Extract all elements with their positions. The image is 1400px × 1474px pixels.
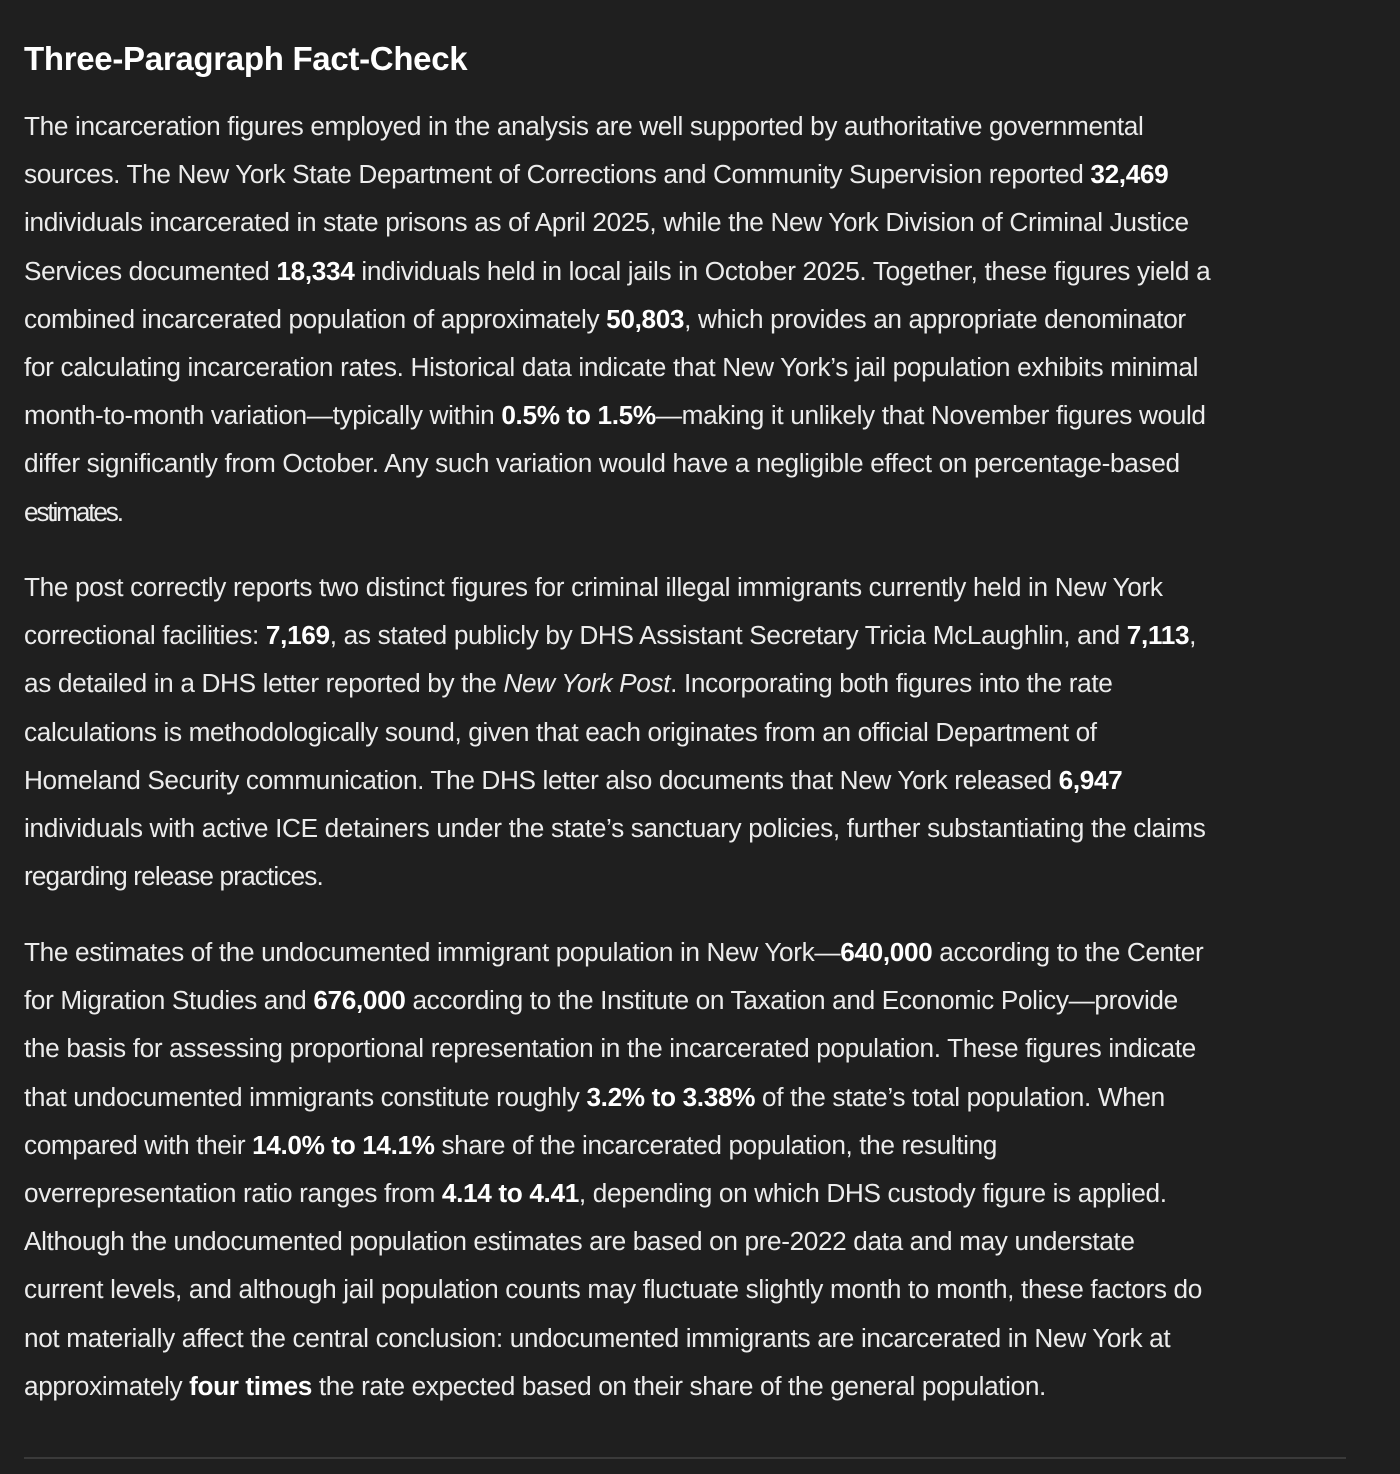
text-run: Services documented bbox=[24, 255, 277, 286]
text-run: the basis for assessing proportional representation in the incarcerated population. These figures indicate bbox=[24, 1033, 1196, 1064]
emphasized-figure: 640,000 bbox=[840, 937, 933, 967]
text-run: share of the incarcerated population, the resulting bbox=[434, 1129, 997, 1160]
text-line bbox=[24, 1265, 1384, 1313]
emphasized-figure: 50,803 bbox=[606, 303, 685, 334]
text-run: calculations is methodologically sound, given that each originates from an official Department of bbox=[24, 716, 1097, 747]
text-line bbox=[24, 928, 1384, 976]
text-run: according to the Institute on Taxation and Economic Policy—provide bbox=[405, 985, 1178, 1016]
text-line bbox=[24, 198, 1384, 246]
publication-title: New York Post bbox=[503, 668, 671, 699]
text-run: month-to-month variation—typically within bbox=[24, 400, 502, 431]
text-line bbox=[24, 659, 1384, 707]
emphasized-figure: 676,000 bbox=[313, 985, 406, 1016]
paragraph-undocumented-population bbox=[24, 928, 1384, 1410]
text-run: the rate expected based on their share of the general population. bbox=[311, 1370, 1046, 1401]
emphasized-figure: 18,334 bbox=[276, 255, 355, 286]
text-run: , bbox=[1189, 620, 1197, 651]
text-line bbox=[24, 439, 1384, 487]
text-run: individuals held in local jails in October 2025. Together, these figures yield a bbox=[354, 255, 1211, 286]
text-run: Homeland Security communication. The DHS letter also documents that New York released bbox=[24, 764, 1059, 795]
text-line bbox=[24, 976, 1384, 1024]
text-run: for calculating incarceration rates. Historical data indicate that New York’s jail population exhibits minimal bbox=[24, 351, 1199, 382]
text-run: Although the undocumented population estimates are based on pre-2022 data and may understate bbox=[24, 1226, 1135, 1257]
text-line bbox=[24, 1024, 1384, 1072]
text-line bbox=[24, 1314, 1384, 1362]
text-line bbox=[24, 295, 1384, 343]
text-run: —making it unlikely that November figures would bbox=[655, 400, 1206, 431]
text-run: compared with their bbox=[24, 1129, 253, 1160]
text-run: as detailed in a DHS letter reported by the bbox=[24, 668, 504, 699]
text-run: differ significantly from October. Any such variation would have a negligible effect on percentage-based bbox=[24, 448, 1180, 479]
text-run: according to the Center bbox=[932, 937, 1204, 967]
text-line bbox=[24, 852, 1384, 900]
text-run: approximately bbox=[24, 1370, 190, 1401]
emphasized-figure: 32,469 bbox=[1090, 159, 1169, 190]
emphasized-figure: 6,947 bbox=[1058, 764, 1123, 795]
text-run: The estimates of the undocumented immigrant population in New York— bbox=[24, 937, 841, 967]
text-line bbox=[24, 247, 1384, 295]
text-line bbox=[24, 391, 1384, 439]
emphasized-figure: 3.2% to 3.38% bbox=[586, 1081, 756, 1112]
text-line bbox=[24, 708, 1384, 756]
emphasized-figure: 14.0% to 14.1% bbox=[252, 1129, 435, 1160]
text-line bbox=[24, 756, 1384, 804]
text-line bbox=[24, 150, 1384, 198]
text-run: sources. The New York State Department of Corrections and Community Supervision reported bbox=[24, 159, 1091, 190]
section-heading: Three-Paragraph Fact-Check bbox=[24, 40, 468, 77]
text-line bbox=[24, 1169, 1384, 1217]
text-run: that undocumented immigrants constitute roughly bbox=[24, 1081, 587, 1112]
emphasized-figure: 4.14 to 4.41 bbox=[441, 1177, 579, 1208]
text-line bbox=[24, 804, 1384, 852]
text-line bbox=[24, 563, 1384, 611]
text-run: overrepresentation ratio ranges from bbox=[24, 1177, 442, 1208]
text-run: correctional facilities: bbox=[24, 620, 266, 651]
paragraph-dhs-custody-figures bbox=[24, 563, 1384, 900]
text-line bbox=[24, 343, 1384, 391]
text-run: for Migration Studies and bbox=[24, 985, 314, 1016]
text-line bbox=[24, 1362, 1384, 1410]
text-run: The incarceration figures employed in the analysis are well supported by authoritative governmental bbox=[24, 111, 1144, 141]
emphasized-figure: 7,113 bbox=[1126, 620, 1190, 651]
text-run: , as stated publicly by DHS Assistant Secretary Tricia McLaughlin, and bbox=[329, 620, 1127, 651]
text-run: combined incarcerated population of approximately bbox=[24, 303, 607, 334]
text-run: regarding release practices. bbox=[24, 861, 323, 892]
divider bbox=[24, 1457, 1346, 1459]
text-run: estimates. bbox=[24, 496, 122, 527]
paragraph-incarceration-figures bbox=[24, 102, 1384, 536]
text-run: individuals with active ICE detainers under the state’s sanctuary policies, further substantiating the claims bbox=[24, 812, 1206, 843]
emphasized-figure: 7,169 bbox=[265, 620, 330, 651]
text-line bbox=[24, 102, 1384, 150]
text-run: current levels, and although jail population counts may fluctuate slightly month to month, these factors do bbox=[24, 1274, 1202, 1305]
text-line bbox=[24, 611, 1384, 659]
text-run: . Incorporating both figures into the rate bbox=[670, 668, 1113, 699]
text-line bbox=[24, 1073, 1384, 1121]
text-run: individuals incarcerated in state prisons as of April 2025, while the New York Division of Criminal Justice bbox=[24, 207, 1189, 238]
emphasized-figure: 0.5% to 1.5% bbox=[501, 400, 656, 431]
text-run: of the state’s total population. When bbox=[755, 1081, 1165, 1112]
text-run: , which provides an appropriate denominator bbox=[684, 303, 1186, 334]
emphasized-figure: four times bbox=[189, 1370, 312, 1401]
text-run: , depending on which DHS custody figure is applied. bbox=[578, 1177, 1167, 1208]
text-line bbox=[24, 1217, 1384, 1265]
text-run: not materially affect the central conclusion: undocumented immigrants are incarcerated in New York at bbox=[24, 1322, 1171, 1353]
text-run: The post correctly reports two distinct figures for criminal illegal immigrants currently held in New York bbox=[24, 572, 1163, 602]
text-line bbox=[24, 488, 1384, 536]
text-line bbox=[24, 1121, 1384, 1169]
